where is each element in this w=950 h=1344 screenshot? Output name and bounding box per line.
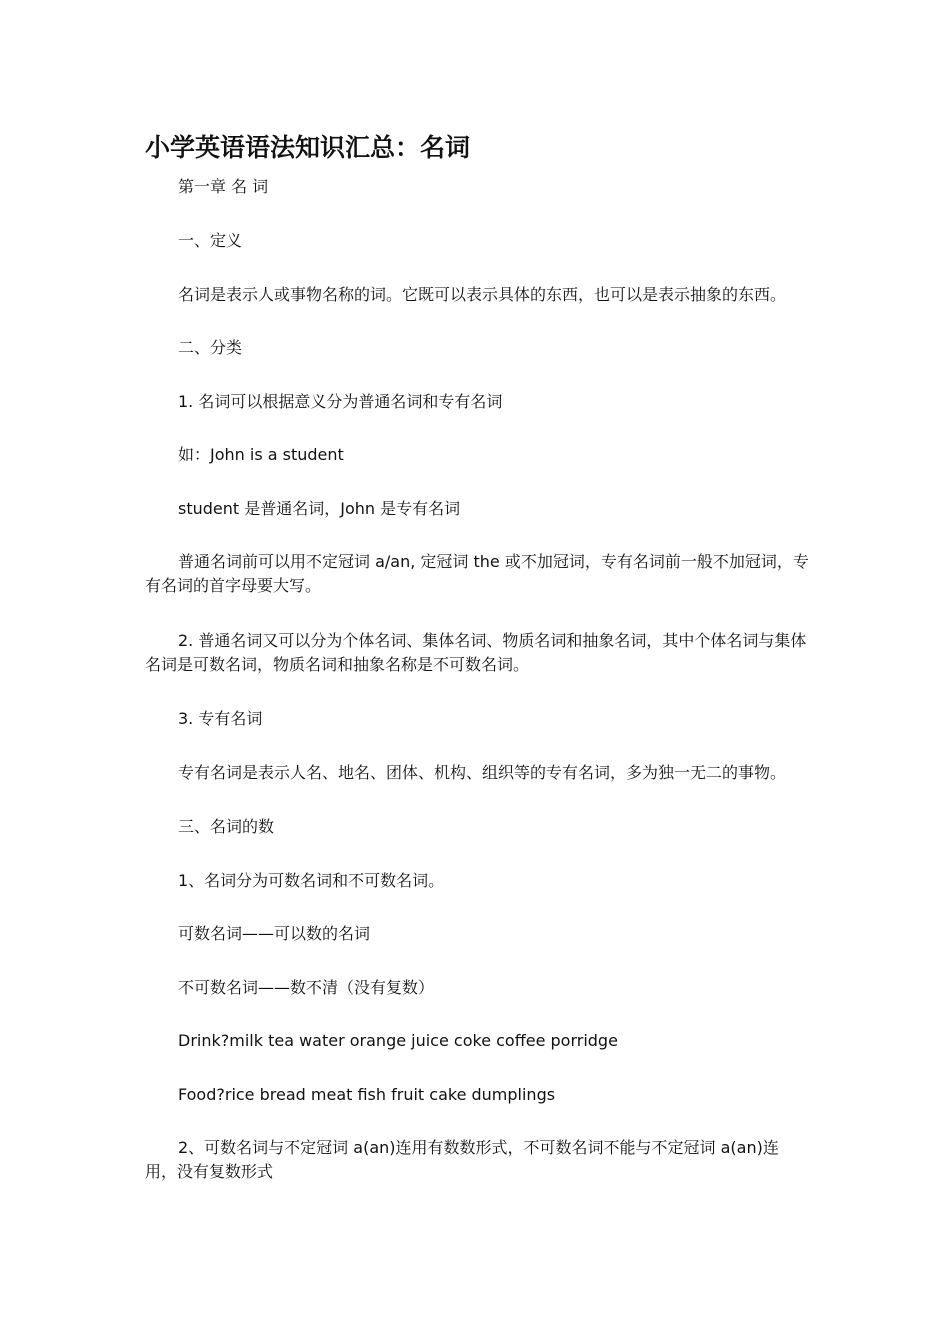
- paragraph-article-usage: 普通名词前可以用不定冠词 a/an, 定冠词 the 或不加冠词，专有名词前一般不加冠词，专有名词的首字母要大写。: [145, 552, 809, 595]
- paragraph-example-explanation: student 是普通名词，John 是专有名词: [178, 499, 461, 518]
- paragraph-example: 如：John is a student: [178, 445, 344, 464]
- paragraph-classification-1: 1. 名词可以根据意义分为普通名词和专有名词: [178, 392, 503, 411]
- paragraph-classification-3: 3. 专有名词: [178, 709, 263, 728]
- paragraph-proper-noun-definition: 专有名词是表示人名、地名、团体、机构、组织等的专有名词，多为独一无二的事物。: [178, 763, 787, 782]
- document-title: 小学英语语法知识汇总：名词: [145, 133, 471, 162]
- paragraph-countable-uncountable: 1、名词分为可数名词和不可数名词。: [178, 871, 445, 890]
- section-heading-definition: 一、定义: [178, 231, 243, 250]
- paragraph-uncountable: 不可数名词——数不清（没有复数）: [178, 978, 435, 997]
- paragraph-article-rule: 2、可数名词与不定冠词 a(an)连用有数数形式，不可数名词不能与不定冠词 a(an)连用，没有复数形式: [145, 1138, 779, 1181]
- section-heading-classification: 二、分类: [178, 338, 243, 357]
- chapter-heading: 第一章 名 词: [178, 177, 269, 196]
- paragraph-food-examples: Food?rice bread meat fish fruit cake dumplings: [178, 1085, 556, 1104]
- section-heading-number: 三、名词的数: [178, 817, 275, 836]
- paragraph-countable: 可数名词——可以数的名词: [178, 924, 371, 943]
- paragraph-definition: 名词是表示人或事物名称的词。它既可以表示具体的东西，也可以是表示抽象的东西。: [178, 285, 787, 304]
- paragraph-classification-2: 2. 普通名词又可以分为个体名词、集体名词、物质名词和抽象名词，其中个体名词与集体名词是可数名词，物质名词和抽象名称是不可数名词。: [145, 631, 807, 674]
- paragraph-drink-examples: Drink?milk tea water orange juice coke coffee porridge: [178, 1031, 618, 1050]
